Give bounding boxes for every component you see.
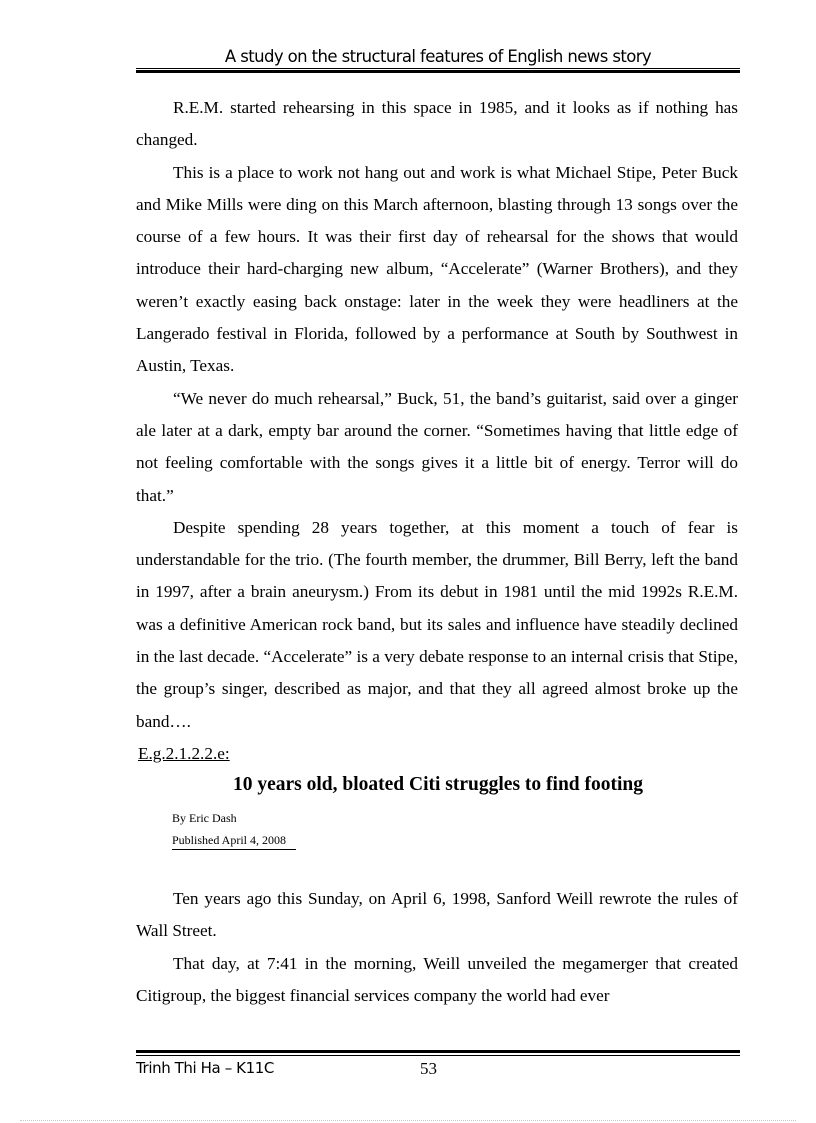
header-rule-thick — [136, 70, 740, 73]
example-headline: 10 years old, bloated Citi struggles to find footing — [232, 774, 644, 795]
paragraph-4: Despite spending 28 years together, at this moment a touch of fear is understandable for the trio. (The fourth member, the drummer, Bill Berry, left the band in 1997, after a brain aneurysm.) From its debut in 1981 until the mid 1992s R.E.M. was a definitive American rock band, but its sales and influence have steadily declined in the last decade. “Accelerate” is a very debate response to an internal crisis that Stipe, the group’s singer, described as major, and that they all agreed almost broke up the band…. — [136, 517, 738, 731]
paragraph-3: “We never do much rehearsal,” Buck, 51, the band’s guitarist, said over a ginger ale later at a dark, empty bar around the corner. “Sometimes having that little edge of not feeling comfortable with the songs gives it a little bit of energy. Terror will do that.” — [136, 388, 738, 505]
example-published-date: Published April 4, 2008 — [172, 831, 296, 850]
footer-rule-thick — [136, 1050, 740, 1053]
example-byline: By Eric Dash — [172, 811, 237, 825]
example-body — [136, 883, 738, 1012]
footer-author: Trinh Thi Ha – K11C — [136, 1059, 274, 1077]
article-body — [136, 92, 738, 770]
paragraph-1: R.E.M. started rehearsing in this space in 1985, and it looks as if nothing has changed. — [136, 98, 738, 150]
example-paragraph-2: That day, at 7:41 in the morning, Weill unveiled the megamerger that created Citigroup, the biggest financial services company the world had ever — [136, 953, 738, 1005]
header-rule-thin — [136, 68, 740, 69]
page-number: 53 — [420, 1059, 437, 1078]
example-label: E.g.2.1.2.2.e: — [138, 743, 230, 763]
paragraph-2: This is a place to work not hang out and work is what Michael Stipe, Peter Buck and Mike Mills were ding on this March afternoon, blasting through 13 songs over the course of a few hours. It was their first day of rehearsal for the shows that would introduce their hard-charging new album, “Accelerate” (Warner Brothers), and they weren’t exactly easing back onstage: later in the week they were headliners at the Langerado festival in Florida, followed by a performance at South by Southwest in Austin, Texas. — [136, 162, 738, 376]
footer-rule-thin — [136, 1055, 740, 1056]
header-title: A study on the structural features of English news story — [224, 47, 652, 66]
page-edge-divider — [20, 1120, 796, 1121]
example-paragraph-1: Ten years ago this Sunday, on April 6, 1998, Sanford Weill rewrote the rules of Wall Street. — [136, 889, 738, 941]
